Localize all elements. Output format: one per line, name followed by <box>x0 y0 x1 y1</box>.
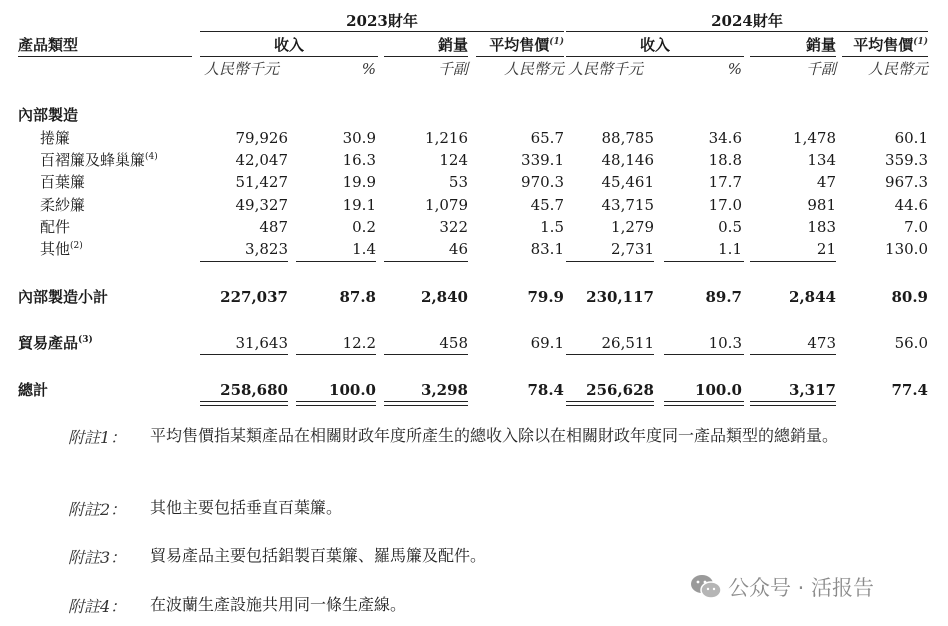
table-row-2-col-2: 16.3 <box>342 151 376 169</box>
table-row-6-col-7: 21 <box>816 240 836 258</box>
note-1-label: 附註1： <box>68 428 127 447</box>
total-dline-1 <box>200 401 288 406</box>
table-row-2-col-5: 48,146 <box>601 151 654 169</box>
asp-header-2024: 平均售價$^{(1)}$ <box>853 36 928 54</box>
table-row-4-col-2: 19.1 <box>342 196 376 214</box>
trade-rule-7 <box>750 354 836 355</box>
header-rule-vol-2024 <box>750 56 836 57</box>
header-rule-product <box>18 56 192 57</box>
table-row-label: 配件 <box>40 218 71 236</box>
watermark <box>690 572 874 602</box>
trade-col-8: 56.0 <box>894 334 928 352</box>
unit-rmb-k-2023: 人民幣千元 <box>204 60 280 78</box>
table-row-2-col-8: 359.3 <box>885 151 928 169</box>
total-dline-7 <box>750 401 836 406</box>
subtotal-rule-3 <box>384 261 468 262</box>
subtotal-col-8: 80.9 <box>891 288 928 306</box>
note-4-label: 附註4： <box>68 597 127 616</box>
subtotal-col-7: 2,844 <box>789 288 836 306</box>
total-col-7: 3,317 <box>789 381 836 399</box>
table-row-3-col-2: 19.9 <box>342 173 376 191</box>
table-row-2-col-7: 134 <box>807 151 836 169</box>
volume-header-2023: 銷量 <box>437 36 468 54</box>
trade-col-4: 69.1 <box>530 334 564 352</box>
unit-rmb-2024: 人民幣元 <box>867 60 928 78</box>
trade-col-6: 10.3 <box>708 334 742 352</box>
total-dline-5 <box>566 401 654 406</box>
table-row-1-col-1: 79,926 <box>235 129 288 147</box>
subtotal-rule-6 <box>664 261 744 262</box>
note-2-text: 其他主要包括垂直百葉簾。 <box>150 498 343 517</box>
table-row-2-col-1: 42,047 <box>235 151 288 169</box>
table-row-2-col-4: 339.1 <box>521 151 564 169</box>
table-row-1-col-8: 60.1 <box>894 129 928 147</box>
revenue-header-2024: 收入 <box>639 36 670 54</box>
table-row-3-col-7: 47 <box>816 173 836 191</box>
table-row-4-col-5: 43,715 <box>601 196 654 214</box>
year-2024-rule <box>566 31 928 32</box>
table-row-4-col-1: 49,327 <box>235 196 288 214</box>
subtotal-rule-1 <box>200 261 288 262</box>
note-2-label: 附註2： <box>68 500 127 519</box>
total-col-2: 100.0 <box>329 381 376 399</box>
subtotal-col-3: 2,840 <box>421 288 468 306</box>
table-row-4-col-8: 44.6 <box>894 196 928 214</box>
table-row-4-col-4: 45.7 <box>530 196 564 214</box>
table-row-1-col-6: 34.6 <box>708 129 742 147</box>
table-row-3-col-1: 51,427 <box>235 173 288 191</box>
total-col-5: 256,628 <box>586 381 654 399</box>
total-label: 總計 <box>18 381 49 399</box>
trade-rule-5 <box>566 354 654 355</box>
table-row-5-col-5: 1,279 <box>611 218 654 236</box>
table-row-1-col-4: 65.7 <box>530 129 564 147</box>
table-row-1-col-2: 30.9 <box>342 129 376 147</box>
note-3-label: 附註3： <box>68 548 127 567</box>
total-col-4: 78.4 <box>527 381 564 399</box>
total-dline-3 <box>384 401 468 406</box>
table-row-5-col-7: 183 <box>807 218 836 236</box>
unit-rmb-2023: 人民幣元 <box>503 60 564 78</box>
header-rule-rev-2024 <box>566 56 744 57</box>
table-row-label: 柔紗簾 <box>40 196 86 214</box>
revenue-header-2023: 收入 <box>273 36 304 54</box>
table-row-6-col-3: 46 <box>448 240 468 258</box>
wechat-icon <box>690 573 722 601</box>
table-row-6-col-8: 130.0 <box>885 240 928 258</box>
table-row-5-col-6: 0.5 <box>718 218 742 236</box>
volume-header-2024: 銷量 <box>805 36 836 54</box>
year-2023-header: 2023財年 <box>346 12 418 30</box>
total-col-6: 100.0 <box>695 381 742 399</box>
subtotal-col-2: 87.8 <box>339 288 376 306</box>
trade-col-5: 26,511 <box>601 334 654 352</box>
table-row-label: 捲簾 <box>40 129 71 147</box>
subtotal-col-1: 227,037 <box>220 288 288 306</box>
table-row-2-col-6: 18.8 <box>708 151 742 169</box>
table-row-1-col-5: 88,785 <box>601 129 654 147</box>
subtotal-rule-7 <box>750 261 836 262</box>
trade-rule-6 <box>664 354 744 355</box>
table-row-3-col-6: 17.7 <box>708 173 742 191</box>
trade-col-1: 31,643 <box>235 334 288 352</box>
note-1-text: 平均售價指某類產品在相關財政年度所產生的總收入除以在相關財政年度同一產品類型的總銷量。 <box>150 426 839 445</box>
table-row-6-col-6: 1.1 <box>718 240 742 258</box>
table-row-4-col-6: 17.0 <box>708 196 742 214</box>
subtotal-rule-5 <box>566 261 654 262</box>
table-row-3-col-3: 53 <box>448 173 468 191</box>
unit-k-sets-2023: 千副 <box>437 60 468 78</box>
total-col-1: 258,680 <box>220 381 288 399</box>
table-row-6-col-2: 1.4 <box>352 240 376 258</box>
product-type-header: 產品類型 <box>18 36 79 54</box>
unit-rmb-k-2024: 人民幣千元 <box>568 60 644 78</box>
header-rule-asp-2023 <box>476 56 564 57</box>
trade-rule-2 <box>296 354 376 355</box>
total-col-8: 77.4 <box>891 381 928 399</box>
table-row-5-col-3: 322 <box>439 218 468 236</box>
header-rule-vol-2023 <box>384 56 468 57</box>
subtotal-col-5: 230,117 <box>586 288 654 306</box>
table-row-2-col-3: 124 <box>439 151 468 169</box>
header-rule-rev-2023 <box>200 56 378 57</box>
trade-col-3: 458 <box>439 334 468 352</box>
watermark-text: 公众号 · 活报告 <box>728 576 875 600</box>
header-rule-asp-2024 <box>842 56 928 57</box>
table-row-6-col-1: 3,823 <box>245 240 288 258</box>
table-row-label: 其他$^{(2)}$ <box>40 240 83 258</box>
subtotal-col-6: 89.7 <box>705 288 742 306</box>
table-row-1-col-3: 1,216 <box>425 129 468 147</box>
table-row-4-col-7: 981 <box>807 196 836 214</box>
table-row-5-col-2: 0.2 <box>352 218 376 236</box>
table-row-5-col-8: 7.0 <box>904 218 928 236</box>
subtotal-label: 內部製造小計 <box>18 288 109 306</box>
table-row-1-col-7: 1,478 <box>793 129 836 147</box>
year-2024-header: 2024財年 <box>711 12 783 30</box>
table-row-3-col-8: 967.3 <box>885 173 928 191</box>
subtotal-col-4: 79.9 <box>527 288 564 306</box>
unit-pct-2024: % <box>727 60 742 78</box>
table-row-5-col-4: 1.5 <box>540 218 564 236</box>
table-row-6-col-5: 2,731 <box>611 240 654 258</box>
asp-header-2023: 平均售價$^{(1)}$ <box>489 36 564 54</box>
unit-k-sets-2024: 千副 <box>805 60 836 78</box>
section-internal: 內部製造 <box>18 106 79 124</box>
trade-rule-3 <box>384 354 468 355</box>
table-row-5-col-1: 487 <box>259 218 288 236</box>
total-dline-6 <box>664 401 744 406</box>
unit-pct-2023: % <box>361 60 376 78</box>
note-4-text: 在波蘭生產設施共用同一條生產線。 <box>150 595 407 614</box>
table-row-3-col-4: 970.3 <box>521 173 564 191</box>
total-dline-2 <box>296 401 376 406</box>
table-row-label: 百褶簾及蜂巢簾$^{(4)}$ <box>40 151 158 169</box>
year-2023-rule <box>200 31 564 32</box>
trade-col-2: 12.2 <box>342 334 376 352</box>
trade-rule-1 <box>200 354 288 355</box>
table-row-3-col-5: 45,461 <box>601 173 654 191</box>
note-3-text: 貿易產品主要包括鋁製百葉簾、羅馬簾及配件。 <box>150 546 487 565</box>
table-row-label: 百葉簾 <box>40 173 86 191</box>
subtotal-rule-2 <box>296 261 376 262</box>
trade-col-7: 473 <box>807 334 836 352</box>
table-row-4-col-3: 1,079 <box>425 196 468 214</box>
total-col-3: 3,298 <box>421 381 468 399</box>
trade-label: 貿易產品$^{(3)}$ <box>18 334 93 352</box>
table-row-6-col-4: 83.1 <box>530 240 564 258</box>
